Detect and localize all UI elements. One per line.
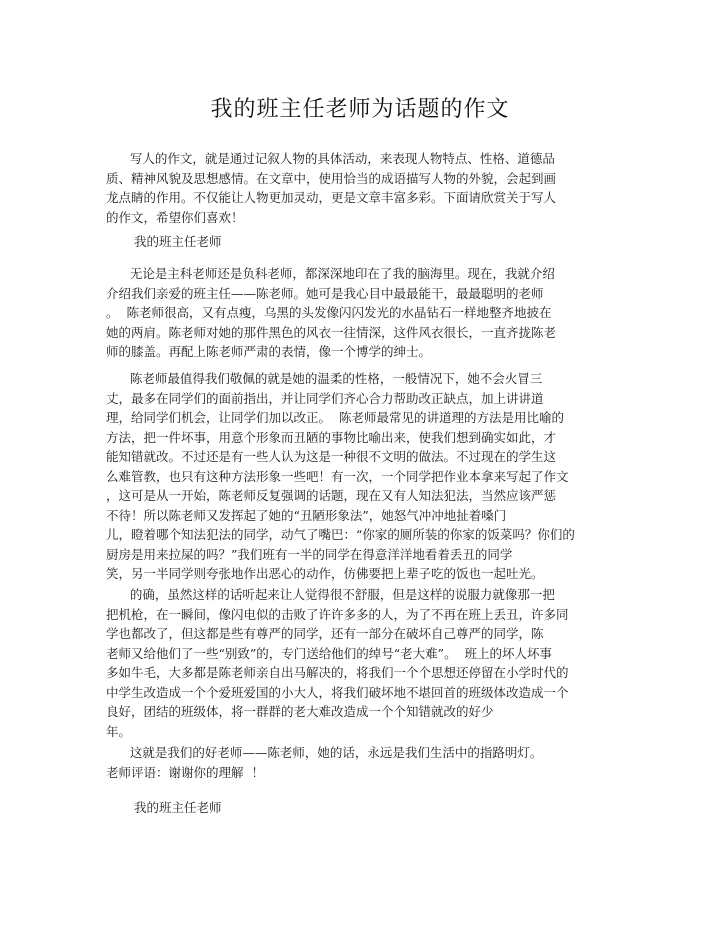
text-line: 老师评语：谢谢你的理解 ！	[106, 764, 264, 780]
text-line: 中学生改造成一个个爱班爱国的小大人，将我们破坏地不堪回首的班级体改造成一个	[106, 684, 569, 700]
text-line: 么难管教，也只有这种方法形象一些吧！有一次，一个同学把作业本拿来写起了作文	[106, 468, 569, 484]
text-line: 她的两肩。陈老师对她的那件黑色的风衣一往情深，这件风衣很长，一直齐拢陈老	[106, 324, 557, 340]
intro-paragraph	[106, 149, 606, 227]
text-line: 介绍我们亲爱的班主任——陈老师。她可是我心目中最最能干，最最聪明的老师	[106, 285, 544, 301]
paragraph-persuasion	[106, 585, 606, 741]
text-line: 不待！所以陈老师又发挥起了她的“丑陋形象法”，她怒气冲冲地扯着嗓门	[106, 507, 507, 523]
text-line: 无论是主科老师还是负科老师，都深深地印在了我的脑海里。现在，我就介绍	[106, 266, 555, 281]
text-line: 理，给同学们机会，让同学们加以改正。 陈老师最常见的讲道理的方法是用比喻的	[106, 410, 564, 425]
text-line: 这就是我们的好老师——陈老师，她的话，永远是我们生活中的指路明灯。	[106, 745, 543, 760]
text-line: 龙点睛的作用。不仅能让人物更加灵动，更是文章丰富多彩。下面请欣赏关于写人	[106, 190, 557, 205]
text-line: 师的膝盖。再配上陈老师严肃的表情，像一个博学的绅士。	[106, 344, 432, 359]
text-line: 多如牛毛，大多都是陈老师亲自出马解决的，将我们一个个思想还停留在小学时代的	[106, 665, 569, 680]
text-line: 年。	[106, 723, 132, 739]
text-line: 写人的作文，就是通过记叙人物的具体活动，来表现人物特点、性格、道德品	[106, 151, 555, 166]
paragraph-appearance	[106, 264, 606, 362]
text-line: 质、精神风貌及思想感情。在文章中，使用恰当的成语描写人物的外貌，会起到画	[106, 170, 557, 186]
section-heading: 我的班主任老师	[134, 234, 222, 249]
text-line: 把机枪，在一瞬间，像闪电似的击败了许许多多的人，为了不再在班上丢丑，许多同	[106, 606, 569, 622]
paragraph-personality	[106, 369, 606, 584]
closing-paragraph	[106, 743, 606, 782]
text-line: 笑，另一半同学则夸张地作出恶心的动作，仿佛要把上辈子吃的饭也一起吐光。	[106, 566, 544, 581]
text-line: 厨房是用来拉屎的吗？”我们班有一半的同学在得意洋洋地看着丢丑的同学	[106, 546, 513, 562]
section-heading: 我的班主任老师	[134, 800, 222, 815]
text-line: 学也都改了，但这都是些有尊严的同学，还有一部分在破坏自己尊严的同学，陈	[106, 626, 544, 641]
text-line: 老师又给他们了一些“别致”的，专门送给他们的绰号“老大难”。 班上的坏人坏事	[106, 645, 553, 661]
text-line: 能知错就改。不过还是有一些人认为这是一种很不文明的做法。不过现在的学生这	[106, 449, 557, 464]
text-line: 陈老师最值得我们敬佩的就是她的温柔的性格，一般情况下，她不会火冒三	[106, 371, 543, 386]
text-line: 良好，团结的班级体，将一群群的老大难改造成一个个知错就改的好少	[106, 704, 494, 719]
text-line: 儿，瞪着哪个知法犯法的同学，动气了嘴巴：“你家的厕所装的你家的饭菜吗？你们的	[106, 527, 575, 542]
text-line: 的作文，希望你们喜欢！	[106, 209, 244, 225]
text-line: 的确，虽然这样的话听起来让人觉得很不舒服，但是这样的说服力就像那一把	[106, 587, 555, 602]
text-line: ，这可是从一开始，陈老师反复强调的话题，现在又有人知法犯法，当然应该严惩	[106, 488, 557, 503]
text-line: 方法，把一件坏事，用意个形象而丑陋的事物比喻出来，使我们想到确实如此，才	[106, 429, 557, 445]
text-line: 。 陈老师很高，又有点瘦，乌黑的头发像闪闪发光的水晶钻石一样地整齐地披在	[106, 305, 552, 320]
text-line: 丈，最多在同学们的面前指出，并让同学们齐心合力帮助改正缺点，加上讲讲道	[106, 390, 544, 406]
page-title: 我的班主任老师为话题的作文	[210, 97, 510, 122]
